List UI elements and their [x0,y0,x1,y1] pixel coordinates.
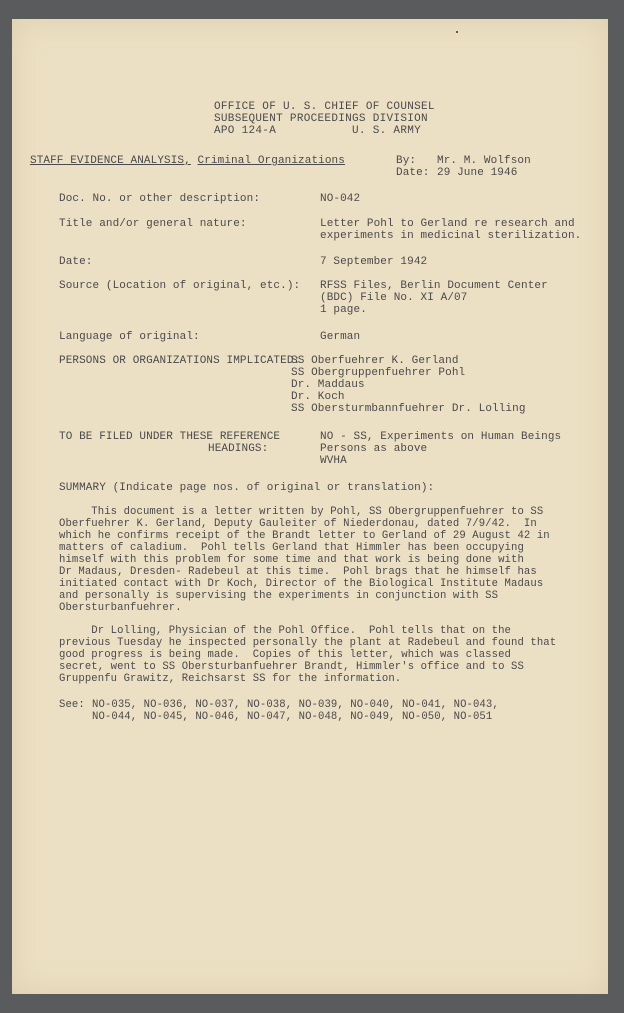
analysis-title-prefix: STAFF EVIDENCE ANALYSIS, [30,155,191,167]
summary-para-2-line: good progress is being made. Copies of this letter, which was classed [59,649,512,661]
person-item: Dr. Maddaus [291,379,365,391]
summary-para-1-line: initiated contact with Dr Koch, Director of the Biological Institute Madaus [59,578,544,590]
person-item: SS Oberfuehrer K. Gerland [291,355,459,367]
by-value: Mr. M. Wolfson [437,155,531,167]
analysis-title [30,155,345,167]
analysis-title-suffix: Criminal Organizations [197,155,345,167]
by-label: By: [396,155,417,167]
title-value-line-2: experiments in medicinal sterilization. [320,230,582,242]
paper-speck [456,31,458,33]
source-value-line-3: 1 page. [320,304,367,316]
summary-para-1-line: Dr Madaus, Dresden- Radebeul at this time. Pohl brags that he himself has [59,566,537,578]
summary-para-1-line: This document is a letter written by Pohl, SS Obergruppenfuehrer to SS [59,506,544,518]
summary-para-1-line: matters of caladium. Pohl tells Gerland that Himmler has been occupying [59,542,524,554]
date-label: Date: [396,167,430,179]
title-value-line-1: Letter Pohl to Gerland re research and [320,218,575,230]
persons-label: PERSONS OR ORGANIZATIONS IMPLICATED: [59,355,301,367]
document-page [12,19,608,994]
header-line-2: SUBSEQUENT PROCEEDINGS DIVISION [214,113,428,125]
filed-label-line-1: TO BE FILED UNDER THESE REFERENCE [59,431,281,443]
see-list-line-2: NO-044, NO-045, NO-046, NO-047, NO-048, NO-049, NO-050, NO-051 [92,711,493,723]
summary-para-2-line: previous Tuesday he inspected personally the plant at Radebeul and found that [59,637,557,649]
source-value-line-1: RFSS Files, Berlin Document Center [320,280,548,292]
date-field-label: Date: [59,256,93,268]
person-item: SS Obergruppenfuehrer Pohl [291,367,466,379]
summary-para-1-line: himself with this problem for some time and that work is being done with [59,554,524,566]
doc-no-value: NO-042 [320,193,361,205]
summary-para-1-line: and personally is supervising the experiments in conjunction with SS [59,590,499,602]
summary-para-2-line: secret, went to SS Obersturbanfuehrer Brandt, Himmler's office and to SS [59,661,524,673]
summary-para-1-line: which he confirms receipt of the Brandt letter to Gerland of 29 August 42 in [59,530,550,542]
filed-value: WVHA [320,455,347,467]
person-item: SS Obersturmbannfuehrer Dr. Lolling [291,403,526,415]
language-value: German [320,331,361,343]
see-label: See: [59,699,85,711]
doc-no-label: Doc. No. or other description: [59,193,261,205]
summary-para-2-line: Gruppenfu Grawitz, Reichsarst SS for the information. [59,673,402,685]
source-label: Source (Location of original, etc.): [59,280,301,292]
date-field-value: 7 September 1942 [320,256,428,268]
filed-value: Persons as above [320,443,428,455]
date-value: 29 June 1946 [437,167,518,179]
header-line-3: APO 124-A U. S. ARMY [214,125,422,137]
source-value-line-2: (BDC) File No. XI A/07 [320,292,468,304]
filed-value: NO - SS, Experiments on Human Beings [320,431,562,443]
summary-para-1-line: Obersturbanfuehrer. [59,602,182,614]
title-label: Title and/or general nature: [59,218,247,230]
person-item: Dr. Koch [291,391,345,403]
language-label: Language of original: [59,331,200,343]
filed-label-line-2: HEADINGS: [208,443,269,455]
summary-para-2-line: Dr Lolling, Physician of the Pohl Office. Pohl tells that on the [59,625,512,637]
summary-para-1-line: Oberfuehrer K. Gerland, Deputy Gauleiter of Niederdonau, dated 7/9/42. In [59,518,537,530]
header-line-1: OFFICE OF U. S. CHIEF OF COUNSEL [214,101,435,113]
summary-heading: SUMMARY (Indicate page nos. of original or translation): [59,482,435,494]
see-list-line-1: NO-035, NO-036, NO-037, NO-038, NO-039, NO-040, NO-041, NO-043, [92,699,499,711]
